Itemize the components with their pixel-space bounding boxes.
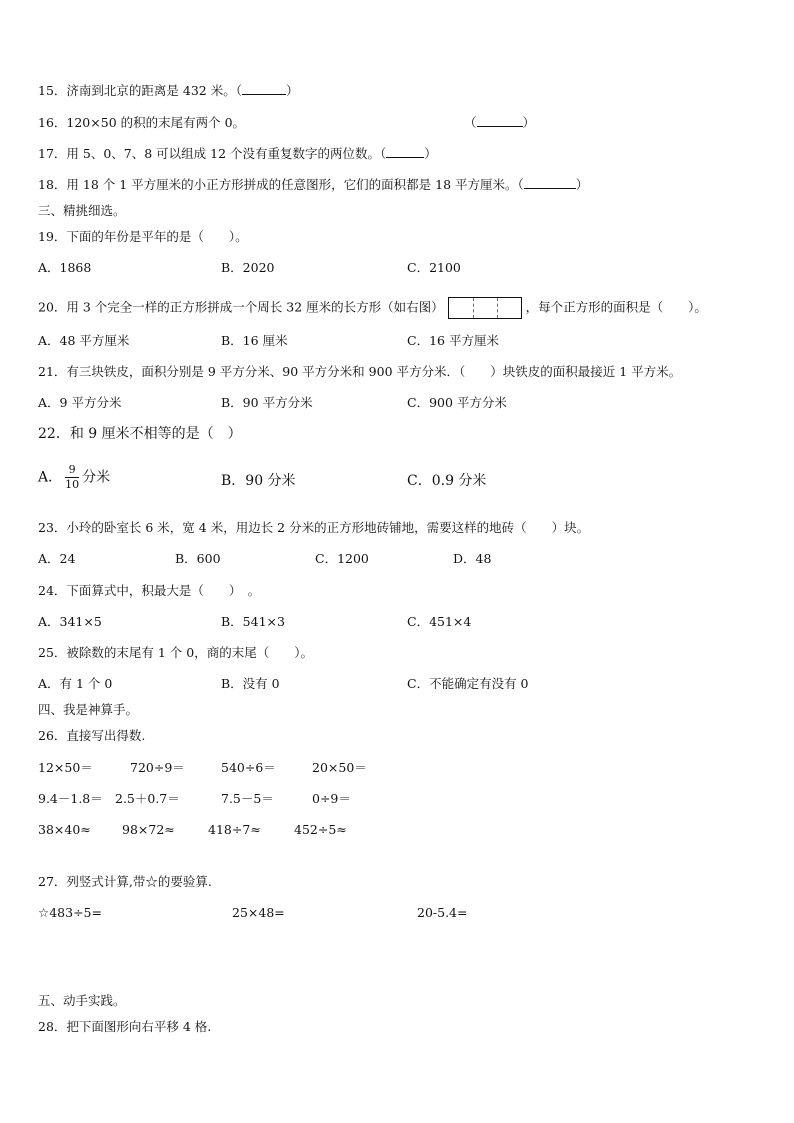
- answer-blank[interactable]: [386, 147, 424, 158]
- question-23: [38, 520, 589, 536]
- question-text: 列竖式计算,带☆的要验算.: [66, 874, 212, 889]
- question-21: [38, 364, 681, 380]
- option-a[interactable]: A．341×5: [38, 614, 102, 629]
- option-c[interactable]: C．1200: [315, 551, 369, 566]
- option-b[interactable]: B．90 平方分米: [221, 395, 313, 410]
- calc-item: 720÷9＝: [130, 760, 185, 775]
- option-c[interactable]: C．2100: [407, 260, 461, 275]
- calc-item: 7.5－5＝: [221, 791, 274, 806]
- question-text-tail: ，每个正方形的面积是（ ）。: [525, 299, 707, 315]
- calc-item: 12×50＝: [38, 760, 93, 775]
- question-text: 用 3 个完全一样的正方形拼成一个周长 32 厘米的长方形（如右图）: [66, 299, 444, 315]
- option-b[interactable]: B．90 分米: [221, 473, 296, 489]
- option-b[interactable]: B．16 厘米: [221, 333, 288, 348]
- calc-item: 0÷9＝: [312, 791, 351, 806]
- question-text: 用 5、0、7、8 可以组成 12 个没有重复数字的两位数。（: [66, 146, 387, 161]
- question-text: 用 18 个 1 平方厘米的小正方形拼成的任意图形，它们的面积都是 18 平方厘米。（: [66, 177, 524, 192]
- answer-blank[interactable]: [524, 178, 576, 189]
- section-heading-5: 五、动手实践。: [38, 993, 126, 1008]
- option-c[interactable]: C．16 平方厘米: [407, 333, 499, 348]
- question-text: 把下面图形向右平移 4 格.: [66, 1019, 212, 1034]
- option-c[interactable]: C．900 平方分米: [407, 395, 507, 410]
- section-heading-3: 三、精挑细选。: [38, 203, 126, 218]
- option-a[interactable]: A．9 平方分米: [38, 395, 122, 410]
- question-22: [38, 426, 242, 442]
- vertical-calc-item: 20-5.4=: [417, 905, 468, 920]
- calc-item: 20×50＝: [312, 760, 367, 775]
- question-number: 24．: [38, 583, 67, 598]
- question-25: [38, 645, 313, 661]
- option-c[interactable]: C．451×4: [407, 614, 472, 629]
- question-number: 27．: [38, 874, 67, 889]
- vertical-calc-item: ☆483÷5=: [38, 905, 102, 920]
- question-number: 22．: [38, 426, 70, 442]
- question-number: 15．: [38, 83, 67, 98]
- question-number: 23．: [38, 520, 67, 535]
- three-squares-rectangle-figure: [448, 297, 522, 319]
- option-d[interactable]: D．48: [453, 551, 492, 566]
- question-text: 和 9 厘米不相等的是（ ）: [69, 426, 242, 442]
- calc-item: 38×40≈: [38, 822, 91, 837]
- option-c[interactable]: C．不能确定有没有 0: [407, 676, 529, 691]
- question-27: [38, 874, 212, 890]
- question-number: 19．: [38, 229, 67, 244]
- question-number: 25．: [38, 645, 67, 660]
- answer-blank[interactable]: [242, 84, 286, 95]
- option-a[interactable]: A．48 平方厘米: [38, 333, 130, 348]
- question-text: 济南到北京的距离是 432 米。（: [66, 83, 242, 98]
- option-c[interactable]: C．0.9 分米: [407, 473, 487, 489]
- question-26: [38, 728, 145, 744]
- question-17: 17．用 5、0、7、8 可以组成 12 个没有重复数字的两位数。（ ）: [38, 146, 437, 161]
- answer-blank[interactable]: [477, 116, 523, 127]
- question-28: [38, 1019, 211, 1035]
- option-a[interactable]: A．1868: [38, 260, 92, 275]
- calc-item: 9.4－1.8＝: [38, 791, 103, 806]
- question-number: 18．: [38, 177, 67, 192]
- question-text: 小玲的卧室长 6 米，宽 4 米，用边长 2 分米的正方形地砖铺地，需要这样的地砖（ ）块。: [66, 520, 590, 535]
- vertical-calc-item: 25×48=: [232, 905, 285, 920]
- option-b[interactable]: B．2020: [221, 260, 275, 275]
- question-19: [38, 229, 248, 245]
- calc-item: 452÷5≈: [294, 822, 347, 837]
- answer-paren-16: （ ）: [464, 115, 536, 130]
- question-24: [38, 583, 260, 599]
- question-16: [38, 115, 245, 131]
- question-20: [38, 297, 707, 319]
- question-number: 26．: [38, 728, 67, 743]
- option-a[interactable]: A．有 1 个 0: [38, 676, 113, 691]
- question-number: 20．: [38, 299, 67, 315]
- question-text: 直接写出得数.: [66, 728, 146, 743]
- option-a[interactable]: A．24: [38, 551, 76, 566]
- question-number: 21．: [38, 364, 67, 379]
- question-number: 16．: [38, 115, 67, 130]
- section-heading-4: 四、我是神算手。: [38, 702, 139, 717]
- calc-item: 2.5＋0.7＝: [115, 791, 180, 806]
- option-b[interactable]: B．541×3: [221, 614, 285, 629]
- question-18: 18．用 18 个 1 平方厘米的小正方形拼成的任意图形，它们的面积都是 18 平方厘米。（ ）: [38, 177, 589, 192]
- calc-item: 418÷7≈: [208, 822, 261, 837]
- calc-item: 98×72≈: [122, 822, 175, 837]
- question-text: 被除数的末尾有 1 个 0，商的末尾（ ）。: [66, 645, 313, 660]
- option-a[interactable]: A． $\frac{9}{10}$ 分米: [38, 463, 111, 491]
- option-b[interactable]: B．没有 0: [221, 676, 280, 691]
- question-text: 120×50 的积的末尾有两个 0。: [66, 115, 246, 130]
- question-text: 有三块铁皮，面积分别是 9 平方分米、90 平方分米和 900 平方分米．（ ）块铁皮的面积最接近 1 平方米。: [66, 364, 682, 379]
- calc-item: 540÷6＝: [221, 760, 276, 775]
- question-number: 28．: [38, 1019, 67, 1034]
- question-text: 下面的年份是平年的是（ ）。: [66, 229, 248, 244]
- question-text: 下面算式中，积最大是（ ） 。: [66, 583, 261, 598]
- question-15: 15．济南到北京的距离是 432 米。（ ）: [38, 83, 299, 98]
- fraction: $\frac{9}{10}$: [65, 463, 80, 491]
- question-number: 17．: [38, 146, 67, 161]
- option-b[interactable]: B．600: [175, 551, 221, 566]
